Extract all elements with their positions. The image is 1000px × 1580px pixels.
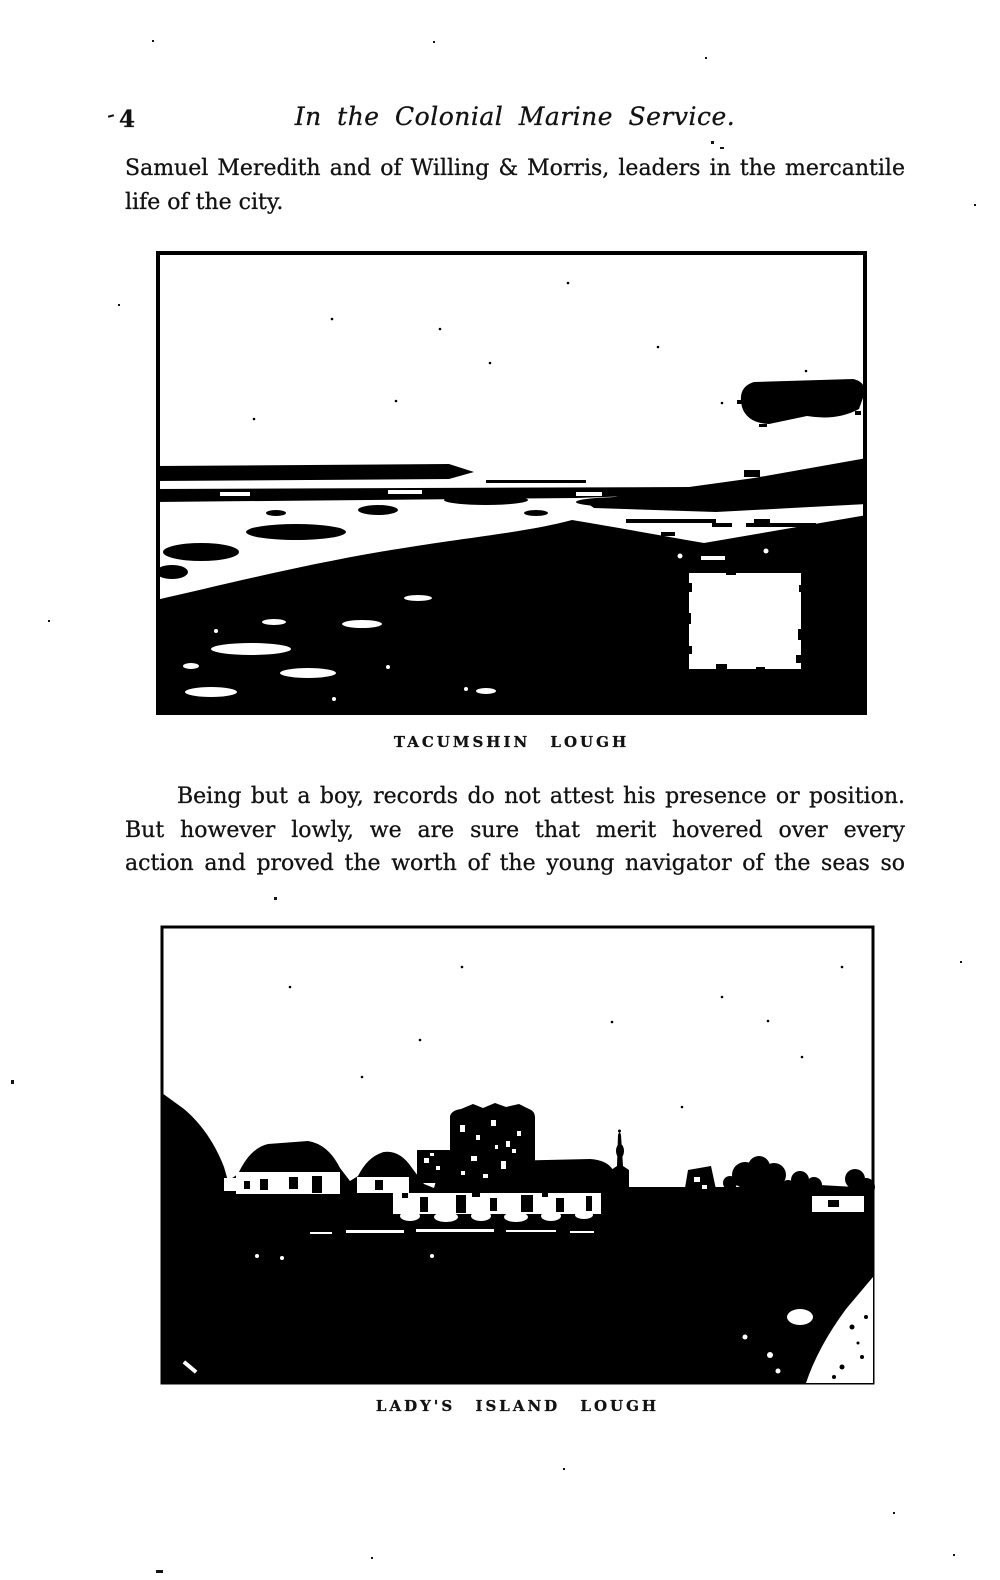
text-line: life of the city. xyxy=(125,189,284,215)
body-paragraph xyxy=(125,780,905,881)
ink-speck xyxy=(960,961,962,963)
page-number: 4 xyxy=(119,106,136,133)
ink-speck xyxy=(48,620,50,622)
intro-paragraph xyxy=(125,152,905,219)
ink-speck xyxy=(371,1557,373,1559)
text-line: Samuel Meredith and of Willing & Morris, leaders in the mercantile xyxy=(125,156,905,181)
tacumshin-lough-photo xyxy=(156,251,867,715)
ladys-island-lough-photo xyxy=(160,925,875,1385)
text-line: action and proved the worth of the young navigator of the seas so xyxy=(125,851,905,876)
ladys-island-illustration xyxy=(160,925,875,1385)
tower-annex xyxy=(417,1150,452,1183)
figure-caption-ladys-island: LADY'S ISLAND LOUGH xyxy=(375,1397,660,1415)
ink-speck xyxy=(705,57,707,59)
running-title: In the Colonial Marine Service. xyxy=(294,102,736,131)
ink-speck xyxy=(893,1512,895,1514)
ink-speck xyxy=(118,304,120,306)
ink-speck xyxy=(720,147,724,149)
ink-speck xyxy=(152,40,154,42)
ink-speck xyxy=(274,897,277,900)
text-line: Being but a boy, records do not attest his presence or position. xyxy=(177,784,905,809)
figure-caption-tacumshin: TACUMSHIN LOUGH xyxy=(393,733,630,751)
tacumshin-lough-illustration xyxy=(156,251,867,715)
ink-speck xyxy=(974,204,976,206)
right-wall-patch xyxy=(812,1196,864,1212)
ink-speck xyxy=(953,1554,955,1556)
castle-tower xyxy=(450,1103,535,1189)
ink-speck xyxy=(108,114,114,117)
ink-speck xyxy=(563,1468,565,1470)
ink-speck xyxy=(11,1080,14,1084)
ink-speck xyxy=(433,41,435,43)
white-square-patch xyxy=(685,571,805,671)
ink-speck xyxy=(156,1570,163,1573)
text-line: But however lowly, we are sure that merit hovered over every xyxy=(125,817,905,843)
ink-speck xyxy=(711,141,714,144)
